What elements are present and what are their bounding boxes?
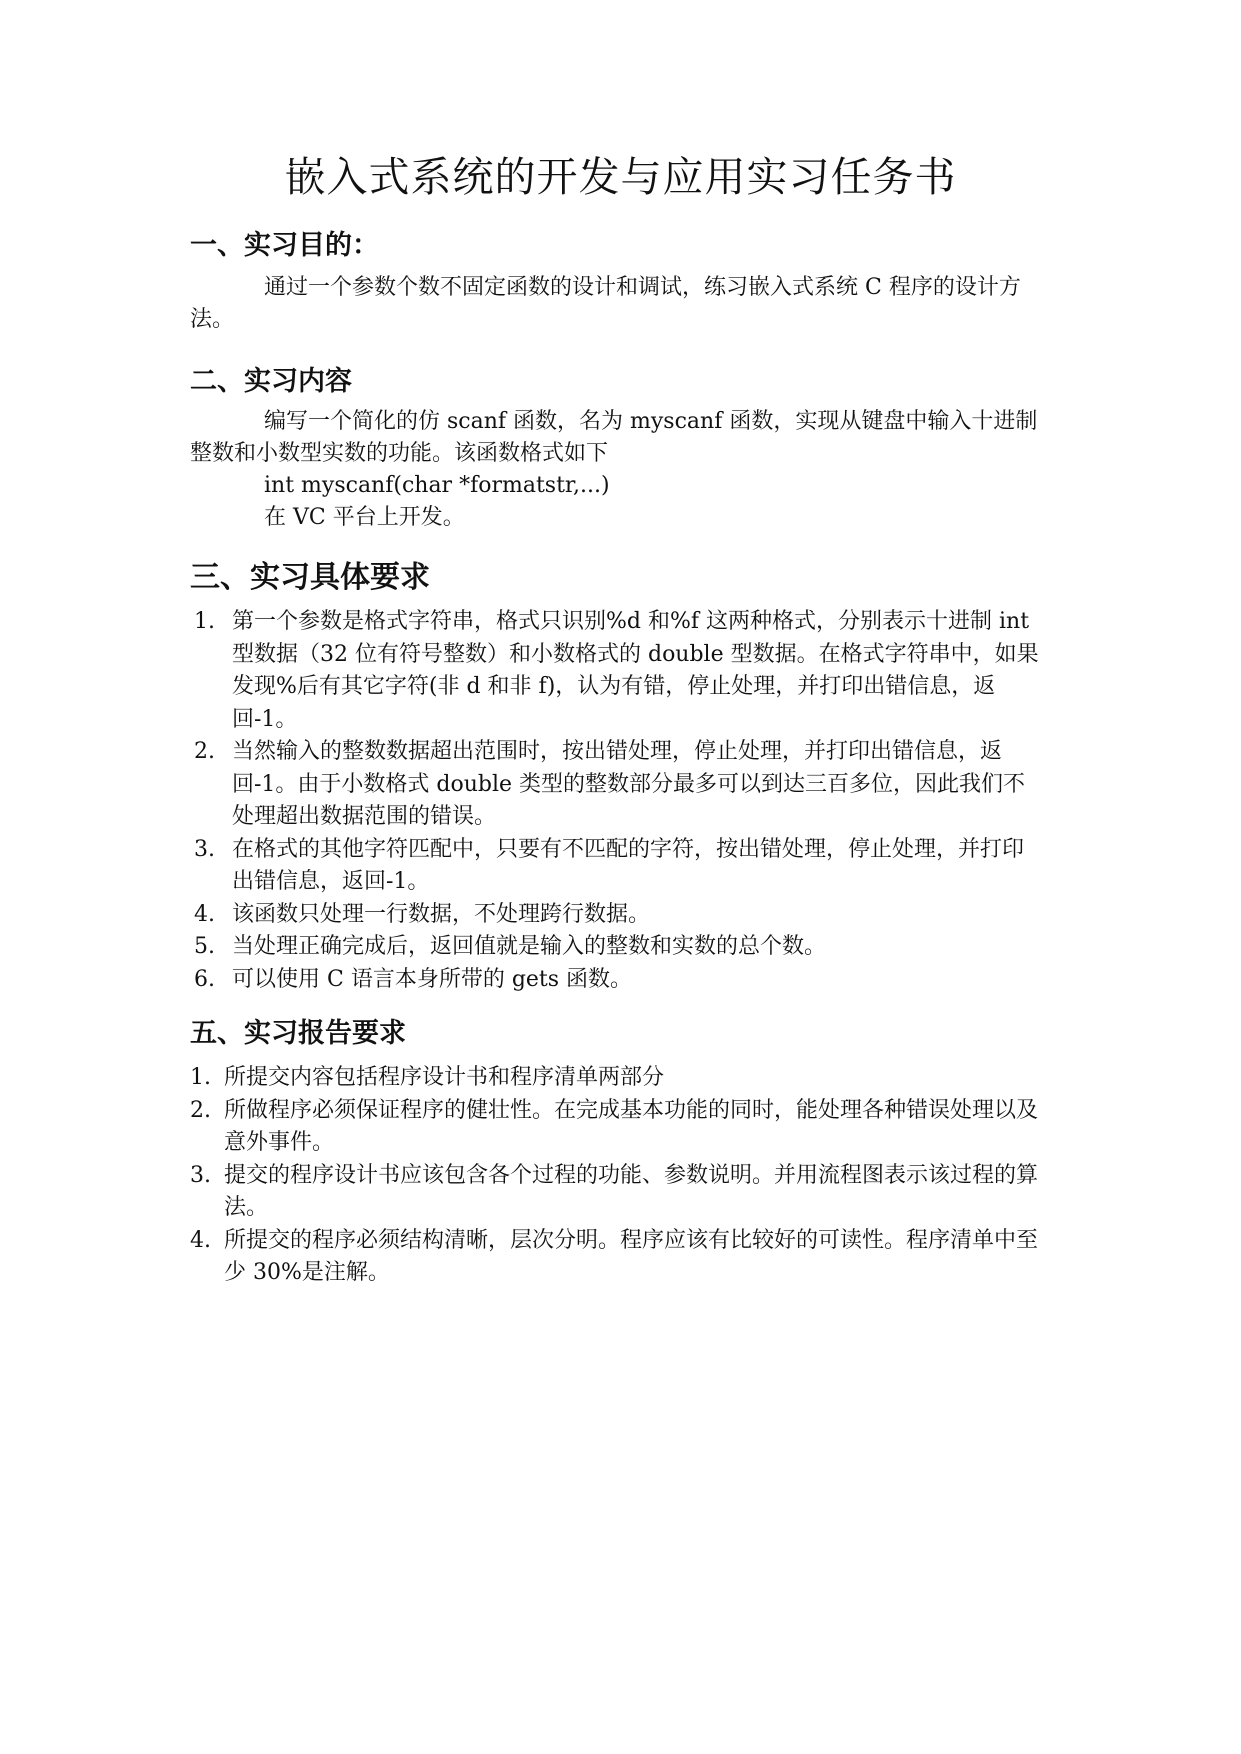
list-item: 4. 所提交的程序必须结构清晰，层次分明。程序应该有比较好的可读性。程序清单中至少 30%是注解。 — [190, 1227, 1039, 1285]
content-text: 编写一个简化的仿 scanf 函数，名为 myscanf 函数，实现从键盘中输入十进制整数和小数型实数的功能。该函数格式如下 — [190, 409, 1038, 466]
function-signature: int myscanf(char *formatstr,...) — [264, 473, 610, 498]
list-item: 3. 提交的程序设计书应该包含各个过程的功能、参数说明。并用流程图表示该过程的算法。 — [190, 1162, 1039, 1220]
list-item-text: 该函数只处理一行数据，不处理跨行数据。 — [232, 901, 651, 927]
section-heading-purpose: 一、实习目的： — [190, 230, 379, 261]
platform-note: 在 VC 平台上开发。 — [264, 505, 465, 530]
requirements-list — [194, 606, 1040, 996]
list-item: 6. 可以使用 C 语言本身所带的 gets 函数。 — [194, 966, 633, 992]
list-item: 4. 该函数只处理一行数据，不处理跨行数据。 — [194, 901, 651, 927]
section-heading-requirements: 三、实习具体要求 — [190, 560, 430, 595]
list-item-text: 在格式的其他字符匹配中，只要有不匹配的字符，按出错处理，停止处理，并打印出错信息，返回-1。 — [232, 836, 1025, 894]
list-item: 2. 所做程序必须保证程序的健壮性。在完成基本功能的同时，能处理各种错误处理以及意外事件。 — [190, 1097, 1039, 1155]
list-item-text: 所提交内容包括程序设计书和程序清单两部分 — [224, 1065, 665, 1090]
list-item: 1. 所提交内容包括程序设计书和程序清单两部分 — [190, 1065, 665, 1090]
list-item-text: 可以使用 C 语言本身所带的 gets 函数。 — [232, 966, 633, 992]
list-item: 2. 当然输入的整数数据超出范围时，按出错处理，停止处理，并打印出错信息，返回-1。由于小数格式 double 类型的整数部分最多可以到达三百多位，因此我们不处理超出数据范围的错误。 — [194, 739, 1026, 829]
list-item-text: 所提交的程序必须结构清晰，层次分明。程序应该有比较好的可读性。程序清单中至少 30%是注解。 — [224, 1227, 1039, 1285]
list-item: 3. 在格式的其他字符匹配中，只要有不匹配的字符，按出错处理，停止处理，并打印出错信息，返回-1。 — [194, 836, 1025, 894]
list-item-text: 所做程序必须保证程序的健壮性。在完成基本功能的同时，能处理各种错误处理以及意外事件。 — [224, 1097, 1039, 1155]
list-item-text: 当然输入的整数数据超出范围时，按出错处理，停止处理，并打印出错信息，返回-1。由于小数格式 double 类型的整数部分最多可以到达三百多位，因此我们不处理超出数据范围的错误。 — [232, 739, 1026, 829]
purpose-text: 通过一个参数个数不固定函数的设计和调试，练习嵌入式系统 C 程序的设计方法。 — [190, 275, 1021, 332]
list-item-text: 当处理正确完成后，返回值就是输入的整数和实数的总个数。 — [232, 934, 827, 959]
section-heading-content: 二、实习内容 — [190, 366, 352, 397]
list-item-text: 第一个参数是格式字符串，格式只识别%d 和%f 这两种格式，分别表示十进制 int 型数据（32 位有符号整数）和小数格式的 double 型数据。在格式字符串中，如果发现%后有其它字符(非 d 和非 f)，认为有错，停止处理，并打印出错信息，返回-1。 — [232, 609, 1039, 732]
list-item-text: 提交的程序设计书应该包含各个过程的功能、参数说明。并用流程图表示该过程的算法。 — [224, 1162, 1039, 1220]
document-title: 嵌入式系统的开发与应用实习任务书 — [284, 153, 957, 201]
list-item: 5. 当处理正确完成后，返回值就是输入的整数和实数的总个数。 — [194, 934, 827, 959]
list-item: 1. 第一个参数是格式字符串，格式只识别%d 和%f 这两种格式，分别表示十进制 int 型数据（32 位有符号整数）和小数格式的 double 型数据。在格式字符串中，如果发现%后有其它字符(非 d 和非 f)，认为有错，停止处理，并打印出错信息，返回-1。 — [194, 609, 1039, 732]
report-list — [190, 1062, 1046, 1290]
section-heading-report: 五、实习报告要求 — [190, 1018, 406, 1049]
